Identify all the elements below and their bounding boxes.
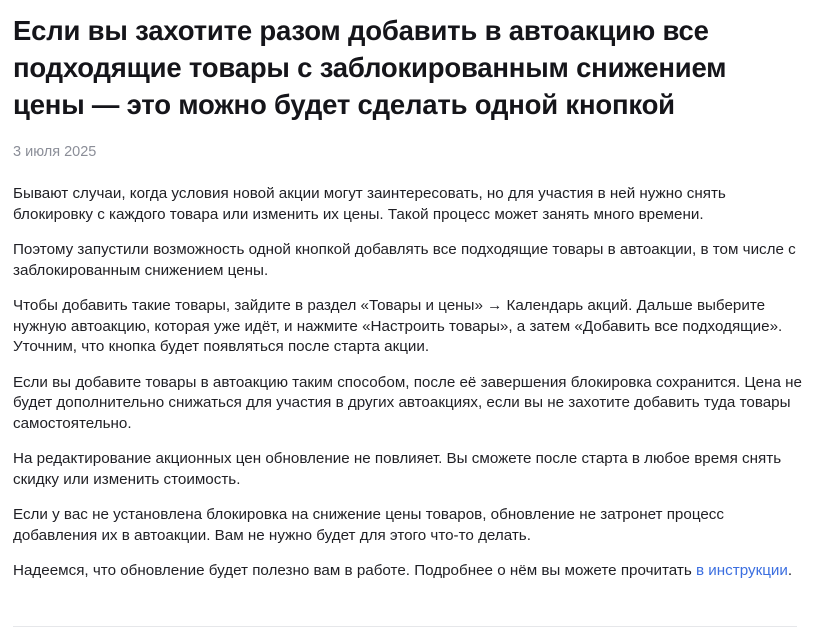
article-body bbox=[13, 184, 803, 582]
article-paragraph: Бывают случаи, когда условия новой акции могут заинтересовать, но для участия в ней нужно снять блокировку с каждого товара или изменить их цены. Такой процесс может занять много времени. bbox=[13, 185, 726, 223]
news-article bbox=[13, 0, 803, 597]
article-date: 3 июля 2025 bbox=[13, 144, 97, 160]
article-paragraph-text: Надеемся, что обновление будет полезно вам в работе. Подробнее о нём вы можете прочитать bbox=[13, 562, 696, 579]
article-paragraph: Если вы добавите товары в автоакцию таким способом, после её завершения блокировка сохранится. Цена не будет дополнительно снижаться для участия в других автоакциях, если вы не захотите добавить туда товары самостоятельно. bbox=[13, 373, 802, 432]
article-paragraph: Если у вас не установлена блокировка на снижение цены товаров, обновление не затронет процесс добавления их в автоакции. Вам не нужно будет для этого что-то делать. bbox=[13, 506, 724, 544]
article-paragraph-suffix: . bbox=[787, 562, 793, 579]
instruction-link[interactable]: в инструкции bbox=[696, 562, 788, 579]
article-paragraph: На редактирование акционных цен обновление не повлияет. Вы сможете после старта в любое время снять скидку или изменить стоимость. bbox=[13, 450, 782, 488]
article-paragraph-last bbox=[13, 561, 803, 582]
article-paragraph: Чтобы добавить такие товары, зайдите в раздел «Товары и цены» → Календарь акций. Дальше выберите нужную автоакцию, которая уже идёт, и нажмите «Настроить товары», а затем «Добавить все подходящие». Уточним, что кнопка будет появляться после старта акции. bbox=[13, 297, 783, 355]
article-paragraph: Поэтому запустили возможность одной кнопкой добавлять все подходящие товары в автоакции, в том числе с заблокированным снижением цены. bbox=[13, 241, 796, 279]
divider bbox=[13, 626, 797, 627]
article-title: Если вы захотите разом добавить в автоакцию все подходящие товары с заблокированным снижением цены — это можно будет сделать одной кнопкой bbox=[13, 15, 727, 120]
